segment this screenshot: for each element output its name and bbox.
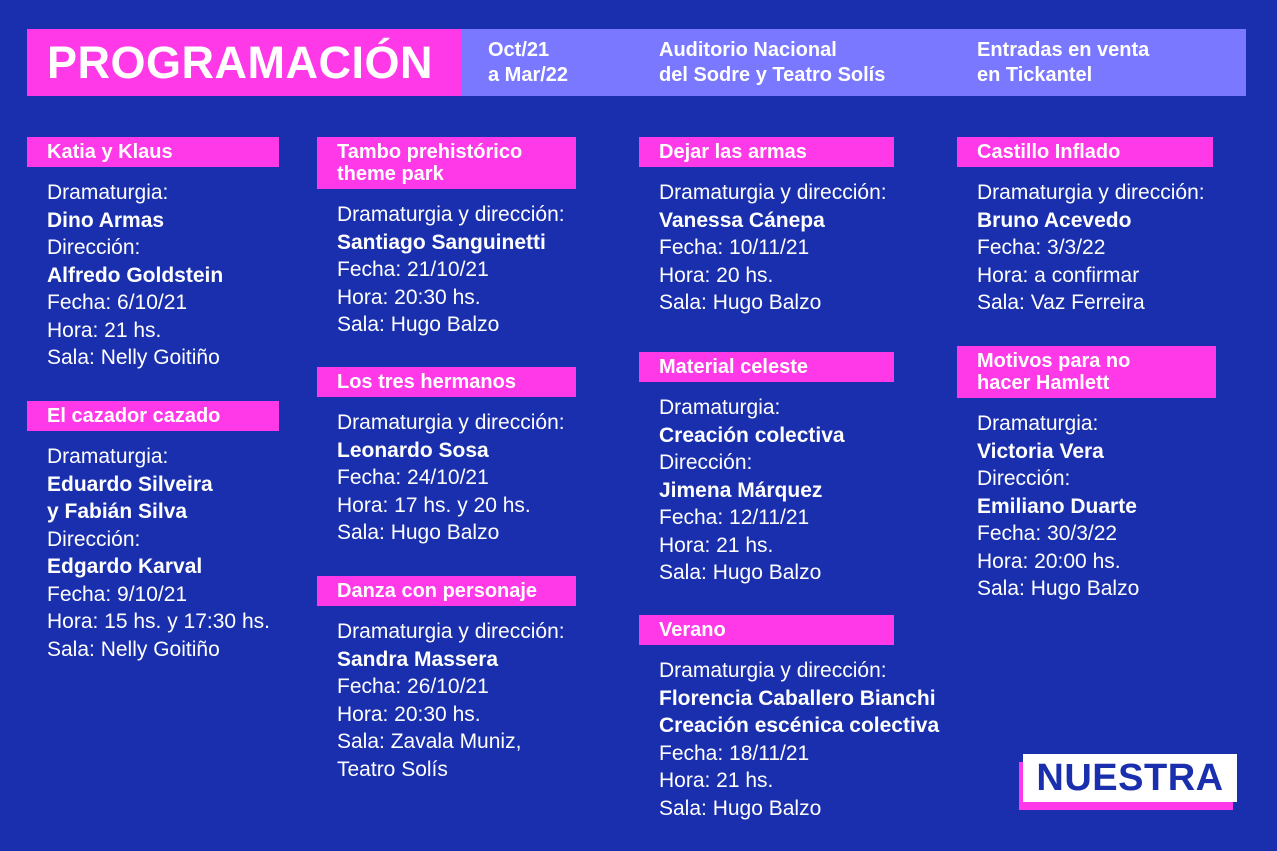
detail-line: Fecha: 24/10/21: [337, 466, 489, 489]
detail-line: Fecha: 9/10/21: [47, 582, 188, 606]
show-title-line: Material celeste: [659, 356, 808, 378]
show-title: [639, 352, 894, 382]
show-title: [639, 615, 894, 645]
show-title-line: Motivos para no: [977, 350, 1131, 372]
detail-line: Dramaturgia:: [47, 445, 169, 468]
credit-name: Edgardo Karval: [47, 555, 203, 578]
header-venue: [659, 38, 885, 88]
header-venue-line: del Sodre y Teatro Solís: [659, 64, 886, 86]
show-title-line: Los tres hermanos: [337, 371, 516, 393]
show-title-line: Danza con personaje: [337, 580, 538, 602]
detail-line: Hora: 21 hs.: [47, 318, 162, 342]
credit-name: Creación escénica colectiva: [659, 714, 940, 737]
detail-line: Sala: Hugo Balzo: [659, 796, 822, 820]
detail-line: Dirección:: [659, 451, 753, 474]
detail-line: Fecha: 18/11/21: [659, 741, 810, 765]
header-period: [488, 38, 568, 88]
header-tickets: [977, 38, 1149, 88]
show-title-line: Verano: [659, 619, 726, 641]
logo-text: NUESTRA: [1023, 754, 1237, 802]
detail-line: Hora: 20 hs.: [659, 263, 774, 287]
credit-name: Alfredo Goldstein: [47, 263, 224, 287]
show-title-line: Dejar las armas: [659, 141, 807, 163]
show-title: [27, 401, 279, 431]
detail-line: Hora: 21 hs.: [659, 769, 774, 792]
detail-line: Hora: 15 hs. y 17:30 hs.: [47, 610, 270, 633]
detail-line: Fecha: 10/11/21: [659, 236, 810, 259]
detail-line: Hora: 20:30 hs.: [337, 702, 481, 726]
detail-line: Dramaturgia:: [977, 412, 1099, 435]
detail-line: Sala: Hugo Balzo: [659, 291, 822, 314]
show-details: [317, 201, 576, 339]
detail-line: Fecha: 12/11/21: [659, 506, 810, 529]
detail-line: Dramaturgia y dirección:: [977, 181, 1205, 204]
show-card: [957, 346, 1216, 603]
detail-line: Sala: Nelly Goitiño: [47, 637, 220, 661]
show-details: [639, 657, 939, 822]
detail-line: Dramaturgia y dirección:: [337, 620, 565, 643]
show-title: [957, 346, 1216, 398]
detail-line: Hora: a confirmar: [977, 263, 1140, 287]
header-band: [27, 29, 1246, 96]
detail-line: Dramaturgia:: [659, 396, 781, 419]
detail-line: Dramaturgia y dirección:: [659, 181, 887, 204]
show-card: [639, 137, 894, 317]
show-title: [317, 137, 576, 189]
show-card: [317, 137, 576, 339]
show-title: [27, 137, 279, 167]
credit-name: Jimena Márquez: [659, 478, 823, 502]
credit-name: y Fabián Silva: [47, 500, 188, 523]
credit-name: Vanessa Cánepa: [659, 208, 825, 232]
show-title-line: Tambo prehistórico: [337, 141, 523, 163]
detail-line: Fecha: 3/3/22: [977, 236, 1106, 259]
detail-line: Sala: Hugo Balzo: [977, 577, 1140, 600]
credit-name: Sandra Massera: [337, 647, 499, 671]
show-details: [27, 443, 279, 663]
detail-line: Dramaturgia:: [47, 181, 169, 204]
detail-line: Dirección:: [47, 236, 141, 259]
nuestra-logo: [1023, 754, 1237, 802]
detail-line: Hora: 20:30 hs.: [337, 285, 481, 309]
header-period-line: Oct/21: [488, 39, 550, 61]
detail-line: Sala: Zavala Muniz,: [337, 730, 522, 753]
detail-line: Hora: 20:00 hs.: [977, 549, 1121, 573]
show-card: [27, 401, 279, 663]
detail-line: Fecha: 30/3/22: [977, 522, 1118, 545]
header-tickets-line: Entradas en venta: [977, 39, 1150, 61]
credit-name: Bruno Acevedo: [977, 208, 1132, 232]
credit-name: Santiago Sanguinetti: [337, 230, 546, 254]
show-card: [639, 352, 894, 587]
header-period-line: a Mar/22: [488, 64, 569, 86]
credit-name: Dino Armas: [47, 208, 165, 232]
show-details: [317, 409, 576, 547]
credit-name: Emiliano Duarte: [977, 494, 1137, 518]
credit-name: Victoria Vera: [977, 439, 1104, 463]
detail-line: Teatro Solís: [337, 757, 448, 781]
show-details: [639, 179, 894, 317]
show-title: [317, 367, 576, 397]
detail-line: Sala: Vaz Ferreira: [977, 291, 1145, 314]
detail-line: Sala: Hugo Balzo: [659, 561, 822, 584]
show-card: [317, 367, 576, 547]
detail-line: Hora: 17 hs. y 20 hs.: [337, 493, 531, 517]
show-title: [317, 576, 576, 606]
header-tickets-line: en Tickantel: [977, 64, 1093, 86]
show-title-line: theme park: [337, 163, 444, 185]
credit-name: Creación colectiva: [659, 423, 845, 447]
show-card: [317, 576, 576, 783]
show-title-line: El cazador cazado: [47, 405, 221, 427]
show-card: [957, 137, 1213, 317]
detail-line: Fecha: 6/10/21: [47, 291, 188, 314]
detail-line: Dramaturgia y dirección:: [337, 203, 565, 226]
detail-line: Fecha: 21/10/21: [337, 258, 489, 281]
show-details: [957, 410, 1216, 603]
show-card: [639, 615, 939, 822]
show-title-line: Castillo Inflado: [977, 141, 1121, 163]
show-details: [957, 179, 1213, 317]
show-details: [27, 179, 279, 372]
header-venue-line: Auditorio Nacional: [659, 39, 837, 61]
show-title-line: hacer Hamlett: [977, 372, 1110, 394]
credit-name: Eduardo Silveira: [47, 472, 213, 496]
detail-line: Sala: Nelly Goitiño: [47, 346, 220, 369]
credit-name: Leonardo Sosa: [337, 438, 489, 462]
detail-line: Sala: Hugo Balzo: [337, 521, 500, 544]
show-details: [317, 618, 576, 783]
credit-name: Florencia Caballero Bianchi: [659, 686, 936, 710]
show-title: [957, 137, 1213, 167]
detail-line: Dramaturgia y dirección:: [659, 659, 887, 682]
detail-line: Sala: Hugo Balzo: [337, 313, 500, 336]
detail-line: Hora: 21 hs.: [659, 533, 774, 557]
detail-line: Dirección:: [47, 527, 141, 551]
show-details: [639, 394, 894, 587]
detail-line: Dramaturgia y dirección:: [337, 411, 565, 434]
detail-line: Fecha: 26/10/21: [337, 675, 489, 698]
show-title-line: Katia y Klaus: [47, 141, 173, 163]
detail-line: Dirección:: [977, 467, 1071, 490]
show-title: [639, 137, 894, 167]
page-title: PROGRAMACIÓN: [27, 29, 461, 96]
show-card: [27, 137, 279, 372]
